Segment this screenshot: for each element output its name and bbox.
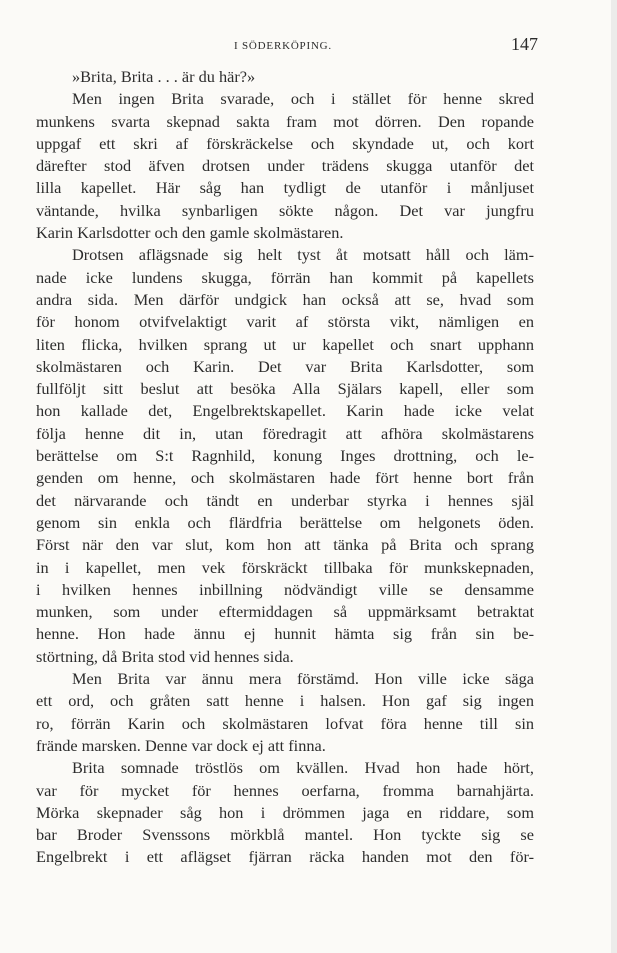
- text-line: lilla kapellet. Här såg han tydligt de utanför i månljuset: [36, 178, 534, 198]
- text-line: genden om henne, och skolmästaren hade fört henne bort från: [36, 468, 534, 488]
- text-line: nade icke lundens skugga, förrän han kommit på kapellets: [36, 267, 534, 287]
- text-line: var för mycket för hennes oerfarna, fromma barnahjärta.: [36, 780, 534, 800]
- text-line: för honom otvifvelaktigt varit af största vikt, nämligen en: [36, 312, 534, 332]
- text-line: följa henne dit in, utan föredragit att afhöra skolmästarens: [36, 423, 534, 443]
- text-line: Karin Karlsdotter och den gamle skolmästaren.: [36, 223, 344, 243]
- text-line: hon kallade det, Engelbrektskapellet. Karin hade icke velat: [36, 401, 534, 421]
- text-line: Brita somnade tröstlös om kvällen. Hvad hon hade hört,: [72, 758, 534, 778]
- text-line: Drotsen aflägsnade sig helt tyst åt motsatt håll och läm-: [72, 245, 534, 265]
- text-line: störtning, då Brita stod vid hennes sida.: [36, 646, 294, 666]
- text-line: berättelse om S:t Ragnhild, konung Inges drottning, och le-: [36, 446, 534, 466]
- text-line: Först när den var slut, kom hon att tänka på Brita och sprang: [36, 535, 534, 555]
- text-line: väntande, hvilka synbarligen sökte någon. Det var jungfru: [36, 200, 534, 220]
- text-line: henne. Hon hade ännu ej hunnit hämta sig från sin be-: [36, 624, 534, 644]
- text-line: munkens svarta skepnad sakta fram mot dörren. Den ropande: [36, 111, 534, 131]
- text-line: uppgaf ett skri af förskräckelse och skyndade ut, och kort: [36, 133, 534, 153]
- text-line: ro, förrän Karin och skolmästaren lofvat föra henne till sin: [36, 713, 534, 733]
- text-line: ett ord, och gråten satt henne i halsen. Hon gaf sig ingen: [36, 691, 534, 711]
- text-line: därefter stod äfven drotsen under trädens skugga utanför det: [36, 156, 534, 176]
- text-line: det närvarande och tändt en underbar styrka i hennes själ: [36, 490, 534, 510]
- text-line: bar Broder Svenssons mörkblå mantel. Hon tyckte sig se: [36, 825, 534, 845]
- text-line: i hvilken hennes inbillning nödvändigt ville se densamme: [36, 579, 534, 599]
- text-line: Men Brita var ännu mera förstämd. Hon ville icke säga: [72, 669, 534, 689]
- text-line: fullföljt sitt beslut att besöka Alla Själars kapell, eller som: [36, 379, 534, 399]
- text-line: »Brita, Brita . . . är du här?»: [72, 67, 256, 86]
- text-line: Men ingen Brita svarade, och i stället för henne skred: [72, 89, 534, 109]
- text-line: Mörka skepnader såg hon i drömmen jaga en riddare, som: [36, 802, 534, 822]
- text-line: liten flicka, hvilken sprang ut ur kapellet och snart upphann: [36, 334, 534, 354]
- text-line: genom sin enkla och flärdfria berättelse om helgonets öden.: [36, 512, 534, 532]
- text-line: frände marsken. Denne var dock ej att finna.: [36, 735, 326, 755]
- text-line: in i kapellet, men vek förskräckt tillbaka för munkskepnaden,: [36, 557, 534, 577]
- page-number: 147: [511, 34, 538, 54]
- text-line: Engelbrekt i ett aflägset fjärran räcka handen mot den för-: [36, 847, 534, 867]
- text-line: munken, som under eftermiddagen så uppmärksamt betraktat: [36, 602, 534, 622]
- page-header: [36, 34, 538, 58]
- body-text: [36, 66, 534, 869]
- text-line: andra sida. Men därför undgick han också att se, hvad som: [36, 289, 534, 309]
- running-title: I SÖDERKÖPING.: [234, 40, 332, 52]
- text-line: skolmästaren och Karin. Det var Brita Karlsdotter, som: [36, 356, 534, 376]
